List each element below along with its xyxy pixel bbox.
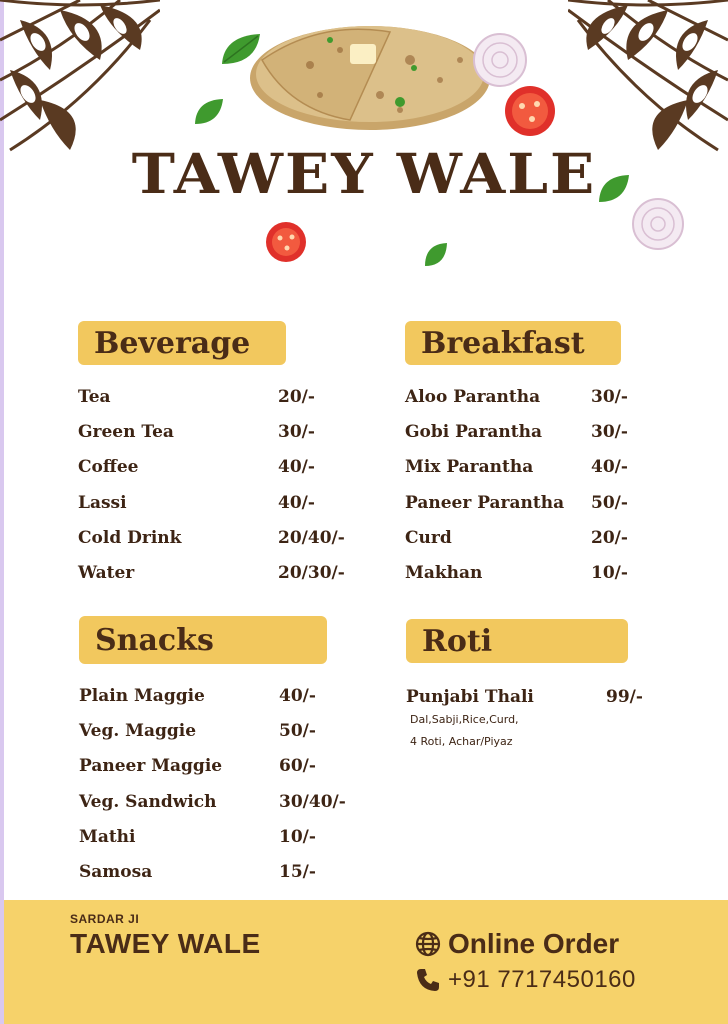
- menu-item: [405, 520, 705, 555]
- menu-item: [406, 685, 706, 709]
- section-header-beverage: Beverage: [78, 321, 286, 365]
- menu-item: [79, 819, 379, 854]
- item-name: Aloo Parantha: [405, 386, 541, 407]
- item-description-line: Dal,Sabji,Rice,Curd,: [410, 713, 519, 726]
- item-name: Gobi Parantha: [405, 421, 543, 442]
- leaf-icon: [422, 240, 450, 270]
- item-name: Curd: [405, 527, 452, 548]
- item-price: 99/-: [606, 687, 643, 707]
- item-price: 10/-: [279, 826, 316, 847]
- online-order[interactable]: [414, 928, 619, 960]
- menu-item: [78, 485, 378, 520]
- item-price: 20/30/-: [278, 563, 345, 584]
- item-name: Tea: [78, 386, 111, 407]
- globe-icon: [414, 930, 442, 958]
- item-name: Punjabi Thali: [406, 687, 534, 707]
- item-price: 40/-: [279, 685, 316, 706]
- item-name: Veg. Maggie: [79, 720, 197, 741]
- item-name: Veg. Sandwich: [79, 791, 217, 812]
- item-price: 50/-: [279, 720, 316, 741]
- menu-item: [78, 555, 378, 590]
- tomato-slice-icon: [502, 84, 558, 138]
- item-name: Paneer Maggie: [79, 756, 223, 777]
- leaf-icon: [218, 30, 264, 70]
- page-title: TAWEY WALE: [131, 141, 597, 207]
- item-price: 20/-: [278, 386, 315, 407]
- menu-item: [79, 678, 379, 713]
- section-header-snacks: Snacks: [79, 616, 327, 664]
- phone-icon: [414, 966, 442, 994]
- item-description-line: 4 Roti, Achar/Piyaz: [410, 735, 513, 748]
- item-price: 30/-: [591, 386, 628, 407]
- item-price: 50/-: [591, 492, 628, 513]
- menu-item: [79, 713, 379, 748]
- item-name: Samosa: [79, 862, 153, 883]
- item-price: 10/-: [591, 563, 628, 584]
- menu-item: [405, 555, 705, 590]
- item-name: Green Tea: [78, 421, 174, 442]
- thali-item: [406, 685, 706, 753]
- footer-subtitle: SARDAR JI: [70, 912, 140, 926]
- item-price: 20/-: [591, 527, 628, 548]
- menu-item: [405, 379, 705, 414]
- item-name: Cold Drink: [78, 527, 182, 548]
- item-name: Mix Parantha: [405, 457, 534, 478]
- item-name: Mathi: [79, 826, 136, 847]
- section-header-roti: Roti: [406, 619, 628, 663]
- footer-brand: TAWEY WALE: [70, 928, 261, 959]
- item-price: 40/-: [278, 457, 315, 478]
- item-price: 30/40/-: [279, 791, 346, 812]
- beverage-list: [78, 379, 378, 591]
- phone-number: +91 7717450160: [448, 966, 636, 993]
- online-order-label: Online Order: [448, 928, 620, 959]
- mandala-decoration-left: [0, 0, 160, 160]
- item-name: Coffee: [78, 457, 139, 478]
- item-name: Paneer Parantha: [405, 492, 565, 513]
- menu-item: [78, 379, 378, 414]
- section-header-breakfast: Breakfast: [405, 321, 621, 365]
- leaf-icon: [192, 96, 226, 128]
- menu-item: [79, 749, 379, 784]
- item-name: Lassi: [78, 492, 127, 513]
- item-name: Water: [78, 563, 135, 584]
- section-breakfast: [405, 321, 705, 591]
- section-snacks: [79, 616, 379, 890]
- menu-item: [78, 450, 378, 485]
- mandala-decoration-right: [568, 0, 728, 160]
- item-price: 30/-: [278, 421, 315, 442]
- menu-item: [405, 485, 705, 520]
- item-price: 40/-: [591, 457, 628, 478]
- phone-contact[interactable]: [414, 966, 636, 994]
- item-price: 15/-: [279, 862, 316, 883]
- menu-item: [405, 414, 705, 449]
- menu-item: [78, 520, 378, 555]
- section-beverage: [78, 321, 378, 591]
- item-price: 40/-: [278, 492, 315, 513]
- tomato-slice-icon: [264, 220, 308, 264]
- item-price: 20/40/-: [278, 527, 345, 548]
- item-name: Makhan: [405, 563, 483, 584]
- item-name: Plain Maggie: [79, 685, 205, 706]
- snacks-list: [79, 678, 379, 890]
- footer-banner: [4, 900, 728, 1024]
- item-price: 30/-: [591, 421, 628, 442]
- menu-item: [405, 450, 705, 485]
- section-roti: [406, 619, 706, 753]
- menu-item: [78, 414, 378, 449]
- menu-item: [79, 854, 379, 889]
- breakfast-list: [405, 379, 705, 591]
- item-price: 60/-: [279, 756, 316, 777]
- menu-item: [79, 784, 379, 819]
